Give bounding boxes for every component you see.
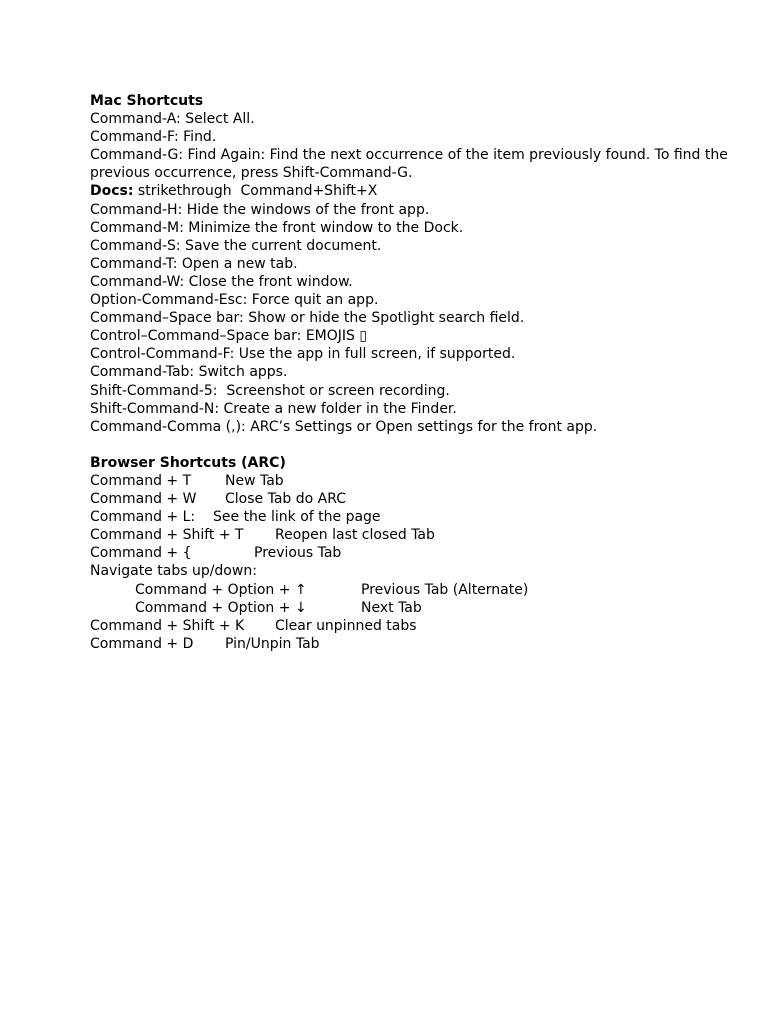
mac-shortcut-line: Shift-Command-N: Create a new folder in the Finder. (90, 400, 457, 417)
mac-shortcut-line: Command-Tab: Switch apps. (90, 364, 288, 381)
mac-shortcut-line: Option-Command-Esc: Force quit an app. (90, 292, 379, 309)
mac-shortcut-line: Command-H: Hide the windows of the front app. (90, 201, 430, 218)
docs-label: Docs: (90, 183, 134, 200)
document-page (90, 92, 730, 653)
mac-shortcut-line: Command-T: Open a new tab. (90, 255, 298, 272)
shortcut-keys: Command + L: (90, 509, 196, 526)
shortcut-keys: Command + D (90, 635, 194, 652)
shortcut-keys: Command + Shift + T (90, 527, 244, 544)
docs-text: strikethrough Command+Shift+X (133, 183, 378, 200)
shortcut-action: Pin/Unpin Tab (225, 635, 320, 652)
shortcut-keys: Command + T (90, 472, 192, 489)
browser-shortcut-row (90, 581, 730, 599)
shortcut-action: Previous Tab (254, 545, 342, 562)
browser-shortcut-row (90, 544, 730, 562)
navigate-tabs-label: Navigate tabs up/down: (90, 563, 257, 580)
shortcut-action: New Tab (225, 472, 284, 489)
docs-shortcut-line (90, 182, 730, 200)
shortcut-keys: Command + Option + ↑ (135, 581, 307, 598)
mac-shortcuts-heading: Mac Shortcuts (90, 93, 204, 109)
paragraph-spacer (90, 436, 730, 454)
mac-shortcut-line: Command-A: Select All. (90, 111, 255, 128)
shortcut-action: Reopen last closed Tab (275, 527, 435, 544)
shortcut-action: Close Tab do ARC (225, 491, 347, 508)
shortcut-action: Next Tab (361, 599, 422, 616)
mac-shortcut-line: Command-F: Find. (90, 129, 217, 146)
browser-shortcut-row (90, 526, 730, 544)
mac-shortcut-line: Command-Comma (,): ARC’s Settings or Open settings for the front app. (90, 418, 598, 435)
mac-shortcut-line: Command-M: Minimize the front window to the Dock. (90, 219, 464, 236)
mac-shortcut-line: Control–Command–Space bar: EMOJIS ▯ (90, 328, 368, 345)
shortcut-action: Previous Tab (Alternate) (361, 581, 529, 598)
browser-shortcut-row (90, 599, 730, 617)
mac-shortcut-line: Command-G: Find Again: Find the next occurrence of the item previously found. To find the previous occurrence, press Shift-Command-G. (90, 147, 728, 182)
shortcut-keys: Command + { (90, 545, 192, 562)
mac-shortcut-line: Command-S: Save the current document. (90, 237, 382, 254)
browser-shortcut-row (90, 490, 730, 508)
shortcut-keys: Command + Option + ↓ (135, 599, 307, 616)
shortcut-keys: Command + W (90, 491, 197, 508)
mac-shortcut-line: Command-W: Close the front window. (90, 273, 353, 290)
mac-shortcut-line: Shift-Command-5: Screenshot or screen recording. (90, 382, 450, 399)
shortcut-keys: Command + Shift + K (90, 617, 245, 634)
mac-shortcut-line: Control-Command-F: Use the app in full screen, if supported. (90, 346, 516, 363)
browser-shortcut-row (90, 617, 730, 635)
mac-shortcut-line: Command–Space bar: Show or hide the Spotlight search field. (90, 310, 525, 327)
browser-shortcut-row (90, 508, 730, 526)
shortcut-action: Clear unpinned tabs (275, 617, 417, 634)
shortcut-action: See the link of the page (213, 509, 381, 526)
browser-shortcuts-heading: Browser Shortcuts (ARC) (90, 454, 286, 471)
browser-shortcut-row (90, 472, 730, 490)
browser-shortcut-row (90, 635, 730, 653)
